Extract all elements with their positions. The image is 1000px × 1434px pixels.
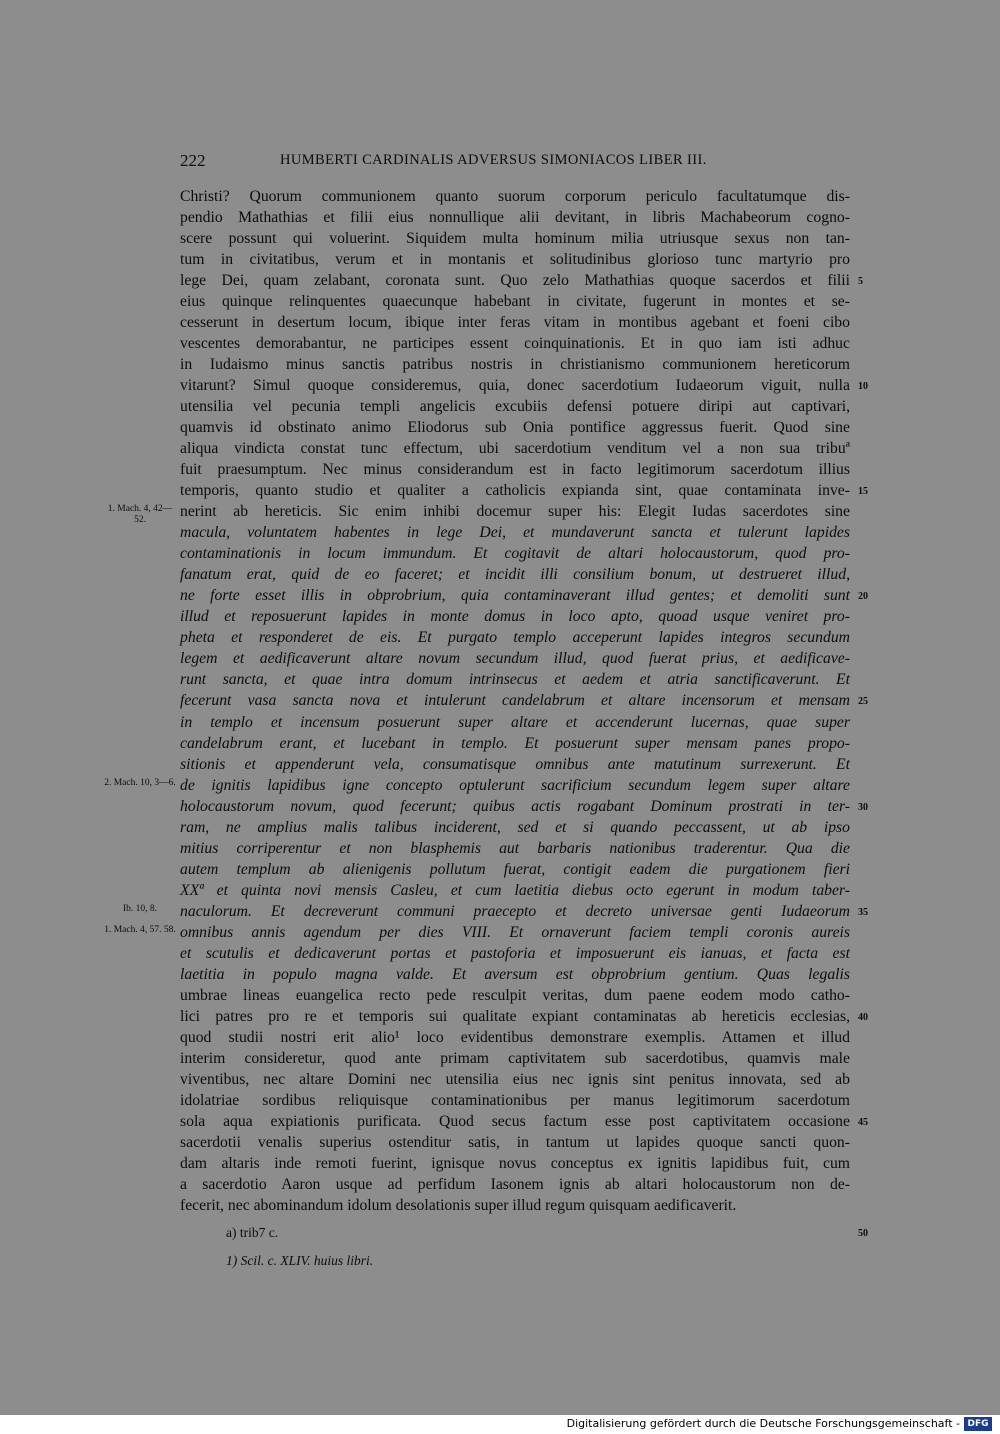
- text-line: nerint ab hereticis. Sic enim inhibi docemur super his: Elegit Iudas sacerdotes sine: [180, 503, 850, 521]
- line-number: 25: [858, 696, 868, 708]
- text-line: fanatum erat, quid de eo faceret; et incidit illi consilium bonum, ut destrueret illud,: [180, 566, 850, 584]
- text-line: lege Dei, quam zelabant, coronata sunt. Quo zelo Mathathias quoque sacerdos et filii: [180, 272, 850, 290]
- digitization-credit-bar: [0, 1415, 1000, 1434]
- text-line: XXª et quinta novi mensis Casleu, et cum laetitia diebus octo egerunt in modum taber-: [180, 881, 850, 899]
- text-line: sola aqua expiationis purificata. Quod secus factum esse post captivitatem occasione: [180, 1112, 850, 1130]
- text-line: lici patres pro re et temporis sui qualitate expiant contaminatas ab hereticis ecclesias,: [180, 1007, 850, 1025]
- text-line: pheta et responderet de eis. Et purgato templo acceperunt lapides integros secundum: [180, 629, 850, 647]
- text-line: et scutulis et dedicaverunt portas et pastoforia et imposuerunt eis ianuas, et facta est: [180, 944, 850, 962]
- text-line: pendio Mathathias et filii eius nonnullique alii devitant, in libris Machabeorum cogno-: [180, 209, 850, 227]
- text-line: aliqua vindicta constat tunc effectum, ubi sacerdotium venditum vel a non sua tribuª: [180, 440, 850, 458]
- line-number-50: 50: [858, 1228, 868, 1239]
- text-line: in Iudaismo minus sanctis patribus nostris in christianismo communionem hereticorum: [180, 356, 850, 374]
- text-line: fecerunt vasa sancta nova et intulerunt candelabrum et altare incensorum et mensam: [180, 692, 850, 710]
- text-line: illud et reposuerunt lapides in monte domus in loco apto, quoad usque veniret pro-: [180, 608, 850, 626]
- text-line: a sacerdotio Aaron usque ad perfidum Iasonem ignis ab altari holocaustorum non de-: [180, 1175, 850, 1193]
- text-line: ram, ne amplius malis talibus inciderent, sed et si quando peccassent, ut ab ipso: [180, 818, 850, 836]
- page-header: [180, 151, 850, 173]
- text-line: eius quinque relinquentes quaecunque habebant in civitate, fugerunt in montes et se-: [180, 293, 850, 311]
- text-line: naculorum. Et decreverunt communi praecepto et decreto universae genti Iudaeorum: [180, 902, 850, 920]
- line-number: 15: [858, 486, 868, 498]
- credit-text: Digitalisierung gefördert durch die Deutsche Forschungsgemeinschaft -: [566, 1417, 960, 1430]
- text-line: cesserunt in desertum locum, ibique inter feras vitam in montibus agebant et foeni cibo: [180, 314, 850, 332]
- margin-note: 1. Mach. 4, 42—52.: [107, 504, 173, 526]
- text-line: holocaustorum novum, quod fecerunt; quibus actis rogabant Dominum prostrati in ter-: [180, 797, 850, 815]
- text-line: utensilia vel pecunia templi angelicis excubiis defensi potuere diripi aut captivari,: [180, 398, 850, 416]
- line-number: 10: [858, 381, 868, 393]
- text-line: scere possunt qui voluerint. Siquidem multa hominum milia utriusque sexus non tan-: [180, 230, 850, 248]
- text-line: laetitia in populo magna valde. Et aversum est obprobrium gentium. Quas legalis: [180, 965, 850, 983]
- text-line: autem templum ab alienigenis pollutum fuerat, contigit eadem die purgationem fieri: [180, 860, 850, 878]
- text-line: ne forte esset illis in obprobrium, quia contaminaverant illud gentes; et demoliti sunt: [180, 587, 850, 605]
- text-line: vitarunt? Simul quoque consideremus, quia, donec sacerdotium Iudaeorum viguit, nulla: [180, 377, 850, 395]
- text-line: tum in civitatibus, verum et in montanis et solitudinibus glorioso tunc martyrio pro: [180, 251, 850, 269]
- running-title: HUMBERTI CARDINALIS ADVERSUS SIMONIACOS LIBER III.: [280, 152, 707, 168]
- line-number: 30: [858, 801, 868, 813]
- line-number: 45: [858, 1116, 868, 1128]
- text-line: vescentes demorabantur, ne participes essent coinquinationis. Et in quo iam isti adhuc: [180, 335, 850, 353]
- text-line: viventibus, nec altare Domini nec utensilia eius nec ignis sint penitus innovata, sed ab: [180, 1070, 850, 1088]
- line-number: 5: [858, 276, 863, 288]
- text-line: sitionis et appenderunt vela, consumatisque omnibus ante matutinum surrexerunt. Et: [180, 755, 850, 773]
- text-line: dam altaris inde remoti fuerint, ignisque novus conceptus ex ignitis lapidibus fuit, cum: [180, 1154, 850, 1172]
- text-line: contaminationis in locum immundum. Et cogitavit de altari holocaustorum, quod pro-: [180, 545, 850, 563]
- text-line: macula, voluntatem habentes in lege Dei, et mundaverunt sancta et tulerunt lapides: [180, 524, 850, 542]
- text-line: quamvis id obstinato animo Eliodorus sub Onia pontifice aggressus fuerit. Quod sine: [180, 419, 850, 437]
- margin-note: Ib. 10, 8.: [122, 903, 158, 914]
- line-number: 40: [858, 1011, 868, 1023]
- text-line: in templo et incensum posuerunt super altare et accenderunt lucernas, quae super: [180, 713, 850, 731]
- text-line: mitius corriperentur et non blasphemis aut barbaris nationibus traderentur. Qua die: [180, 839, 850, 857]
- footnote-a: a) trib7 c.: [226, 1225, 279, 1240]
- text-line: idolatriae sordibus reliquisque contaminationibus per manus legitimorum sacerdotum: [180, 1091, 850, 1109]
- line-number: 20: [858, 591, 868, 603]
- text-line: quod studii nostri erit alio¹ loco evidentibus demonstrare exemplis. Attamen et illud: [180, 1028, 850, 1046]
- text-line: legem et aedificaverunt altare novum secundum illud, quod fuerat prius, et aedificave-: [180, 650, 850, 668]
- text-line: omnibus annis agendum per dies VIII. Et ornaverunt faciem templi coronis aureis: [180, 923, 850, 941]
- page-number: 222: [180, 151, 206, 170]
- dfg-logo: DFG: [964, 1417, 992, 1431]
- text-line: fuit praesumptum. Nec minus considerandum est in facto legitimorum sacerdotum illius: [180, 461, 850, 479]
- margin-note: 2. Mach. 10, 3—6.: [104, 777, 176, 788]
- footnote-1: 1) Scil. c. XLIV. huius libri.: [226, 1253, 374, 1268]
- margin-note: 1. Mach. 4, 57. 58.: [104, 924, 176, 935]
- text-line: runt sancta, et quae intra domum intrinsecus et aedem et atria sanctificaverunt. Et: [180, 671, 850, 689]
- text-line: sacerdotii venalis superius ostenditur satis, in tantum ut lapides quoque sancti quon-: [180, 1133, 850, 1151]
- text-line: temporis, quanto studio et qualiter a catholicis expianda sint, quae contaminata inve-: [180, 482, 850, 500]
- text-line: Christi? Quorum communionem quanto suorum corporum periculo facultatumque dis-: [180, 188, 850, 205]
- line-number: 35: [858, 906, 868, 918]
- text-line: de ignitis lapidibus igne concepto optulerunt sacrificium secundum legem super altare: [180, 776, 850, 794]
- text-line: umbrae lineas euangelica recto pede resculpit veritas, dum paene eodem modo catho-: [180, 986, 850, 1004]
- text-line: fecerit, nec abominandum idolum desolationis super illud regum quisquam aedificaverit.: [180, 1196, 737, 1214]
- text-line: interim consideretur, quod ante primam captivitatem sub sacerdotibus, quamvis male: [180, 1049, 850, 1067]
- text-line: candelabrum erant, et lucebant in templo. Et posuerunt super mensam panes propo-: [180, 734, 850, 752]
